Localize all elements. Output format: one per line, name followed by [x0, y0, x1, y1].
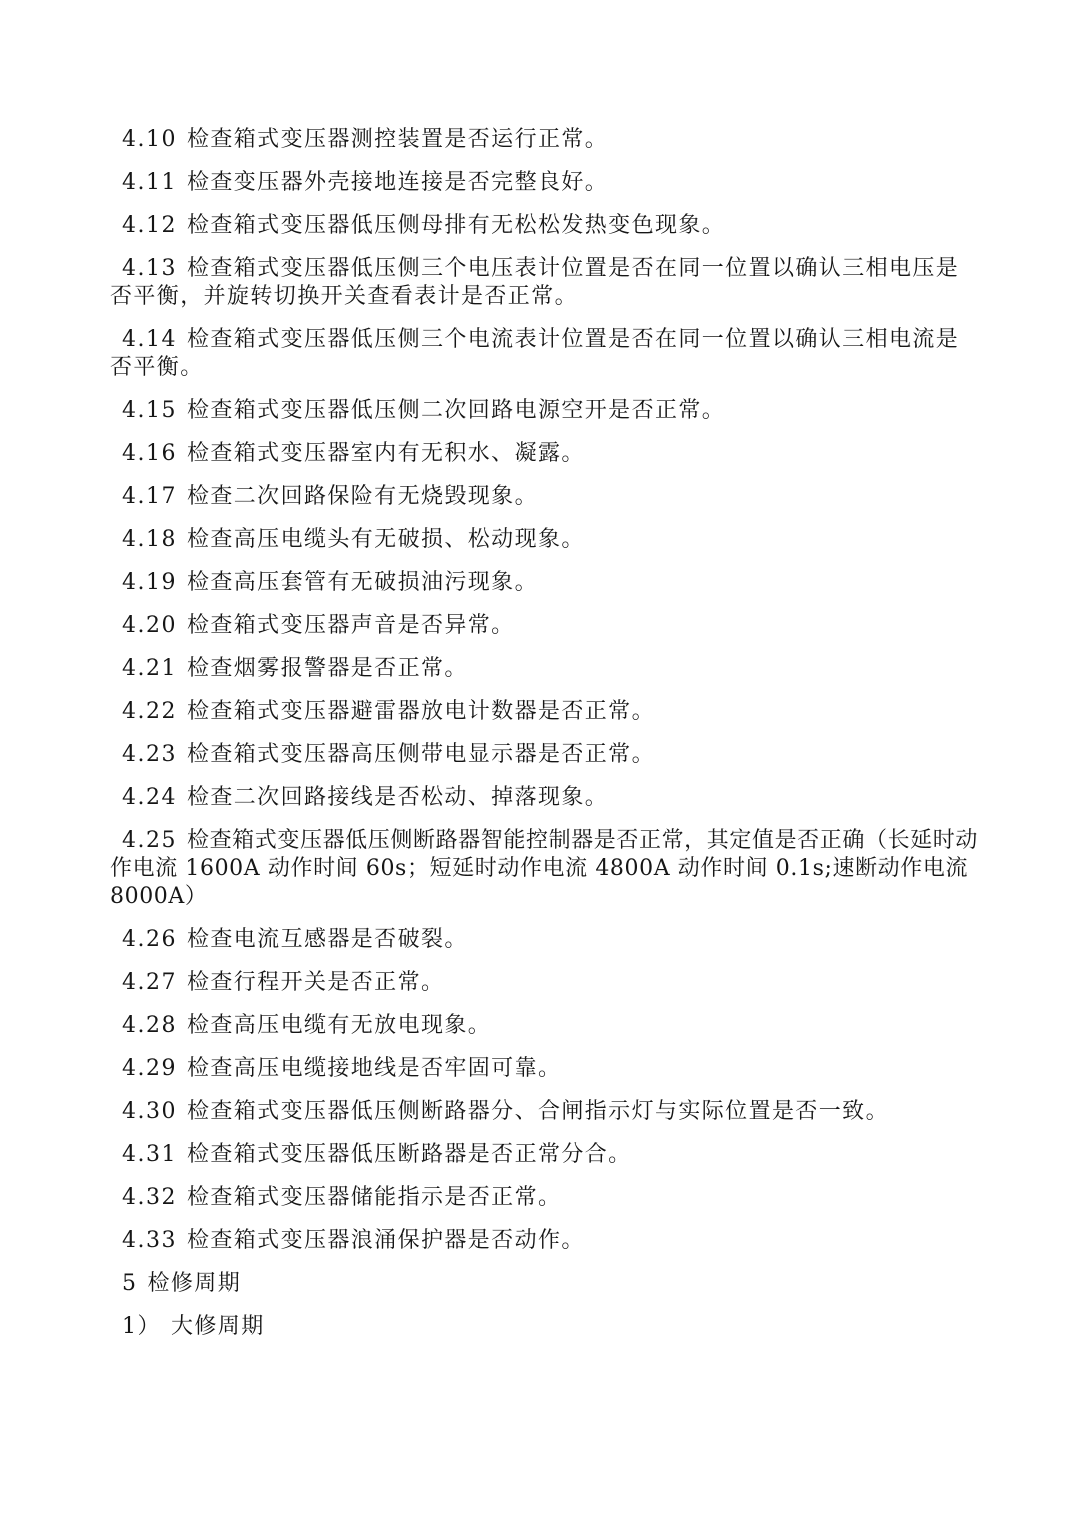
- item-4-22: [110, 698, 980, 726]
- item-number: 4.27: [122, 970, 177, 995]
- item-number: 4.28: [122, 1013, 177, 1038]
- item-text: 检查箱式变压器低压侧母排有无松松发热变色现象。: [186, 213, 726, 238]
- item-text: 检查箱式变压器避雷器放电计数器是否正常。: [186, 699, 655, 724]
- item-4-18: [110, 526, 980, 554]
- item-text: 检查箱式变压器低压侧二次回路电源空开是否正常。: [186, 398, 726, 423]
- sub-heading-number: 1）: [122, 1314, 161, 1339]
- sub-heading: [110, 1313, 980, 1341]
- item-4-25: [110, 827, 980, 911]
- item-number: 4.30: [122, 1099, 177, 1124]
- item-number: 4.25: [122, 828, 177, 853]
- item-4-15: [110, 397, 980, 425]
- item-number: 4.21: [122, 656, 177, 681]
- item-4-30: [110, 1098, 980, 1126]
- item-number: 4.24: [122, 785, 177, 810]
- item-text: 检查高压电缆接地线是否牢固可靠。: [186, 1056, 562, 1081]
- item-number: 4.26: [122, 927, 177, 952]
- section-heading: [110, 1270, 980, 1298]
- item-4-24: [110, 784, 980, 812]
- item-text: 检查箱式变压器测控装置是否运行正常。: [186, 127, 609, 152]
- item-4-27: [110, 969, 980, 997]
- item-text: 检查烟雾报警器是否正常。: [186, 656, 468, 681]
- item-number: 4.13: [122, 256, 177, 281]
- item-text: 检查电流互感器是否破裂。: [186, 927, 468, 952]
- item-number: 4.16: [122, 441, 177, 466]
- item-number: 4.33: [122, 1228, 177, 1253]
- item-4-16: [110, 440, 980, 468]
- section-title: 检修周期: [147, 1271, 242, 1296]
- section-number: 5: [122, 1271, 138, 1296]
- sub-heading-title: 大修周期: [171, 1314, 265, 1339]
- item-4-17: [110, 483, 980, 511]
- item-4-29: [110, 1055, 980, 1083]
- item-text: 检查箱式变压器低压断路器是否正常分合。: [186, 1142, 632, 1167]
- item-text: 检查二次回路保险有无烧毁现象。: [186, 484, 538, 509]
- item-4-31: [110, 1141, 980, 1169]
- item-text: 检查箱式变压器低压侧三个电压表计位置是否在同一位置以确认三相电压是否平衡，并旋转切换开关查看表计是否正常。: [110, 256, 960, 309]
- item-4-11: [110, 169, 980, 197]
- item-number: 4.22: [122, 699, 177, 724]
- item-number: 4.32: [122, 1185, 177, 1210]
- item-4-20: [110, 612, 980, 640]
- item-text: 检查箱式变压器储能指示是否正常。: [186, 1185, 562, 1210]
- item-text: 检查二次回路接线是否松动、掉落现象。: [186, 785, 609, 810]
- item-text: 检查箱式变压器高压侧带电显示器是否正常。: [186, 742, 655, 767]
- item-number: 4.23: [122, 742, 177, 767]
- item-4-21: [110, 655, 980, 683]
- item-number: 4.17: [122, 484, 177, 509]
- item-number: 4.20: [122, 613, 177, 638]
- item-text: 检查箱式变压器浪涌保护器是否动作。: [186, 1228, 585, 1253]
- item-text: 检查高压套管有无破损油污现象。: [186, 570, 538, 595]
- item-4-28: [110, 1012, 980, 1040]
- item-4-12: [110, 212, 980, 240]
- item-4-26: [110, 926, 980, 954]
- item-4-10: [110, 126, 980, 154]
- item-text: 检查变压器外壳接地连接是否完整良好。: [186, 170, 609, 195]
- item-4-33: [110, 1227, 980, 1255]
- item-text: 检查箱式变压器低压侧断路器智能控制器是否正常，其定值是否正确（长延时动作电流 1600A 动作时间 60s；短延时动作电流 4800A 动作时间 0.1s;速断动作电流 8000A）: [110, 828, 978, 909]
- item-text: 检查高压电缆头有无破损、松动现象。: [186, 527, 585, 552]
- item-number: 4.11: [122, 170, 177, 195]
- item-4-14: [110, 326, 980, 382]
- item-number: 4.18: [122, 527, 177, 552]
- item-number: 4.14: [122, 327, 177, 352]
- item-number: 4.12: [122, 213, 177, 238]
- item-text: 检查箱式变压器声音是否异常。: [186, 613, 515, 638]
- item-text: 检查高压电缆有无放电现象。: [186, 1013, 492, 1038]
- item-text: 检查行程开关是否正常。: [186, 970, 445, 995]
- item-number: 4.10: [122, 127, 177, 152]
- item-text: 检查箱式变压器室内有无积水、凝露。: [186, 441, 585, 466]
- item-number: 4.29: [122, 1056, 177, 1081]
- item-4-13: [110, 255, 980, 311]
- item-4-19: [110, 569, 980, 597]
- item-number: 4.19: [122, 570, 177, 595]
- item-number: 4.15: [122, 398, 177, 423]
- document-body: [110, 126, 980, 1356]
- item-4-32: [110, 1184, 980, 1212]
- item-number: 4.31: [122, 1142, 177, 1167]
- item-4-23: [110, 741, 980, 769]
- item-text: 检查箱式变压器低压侧三个电流表计位置是否在同一位置以确认三相电流是否平衡。: [110, 327, 960, 380]
- item-text: 检查箱式变压器低压侧断路器分、合闸指示灯与实际位置是否一致。: [186, 1099, 889, 1124]
